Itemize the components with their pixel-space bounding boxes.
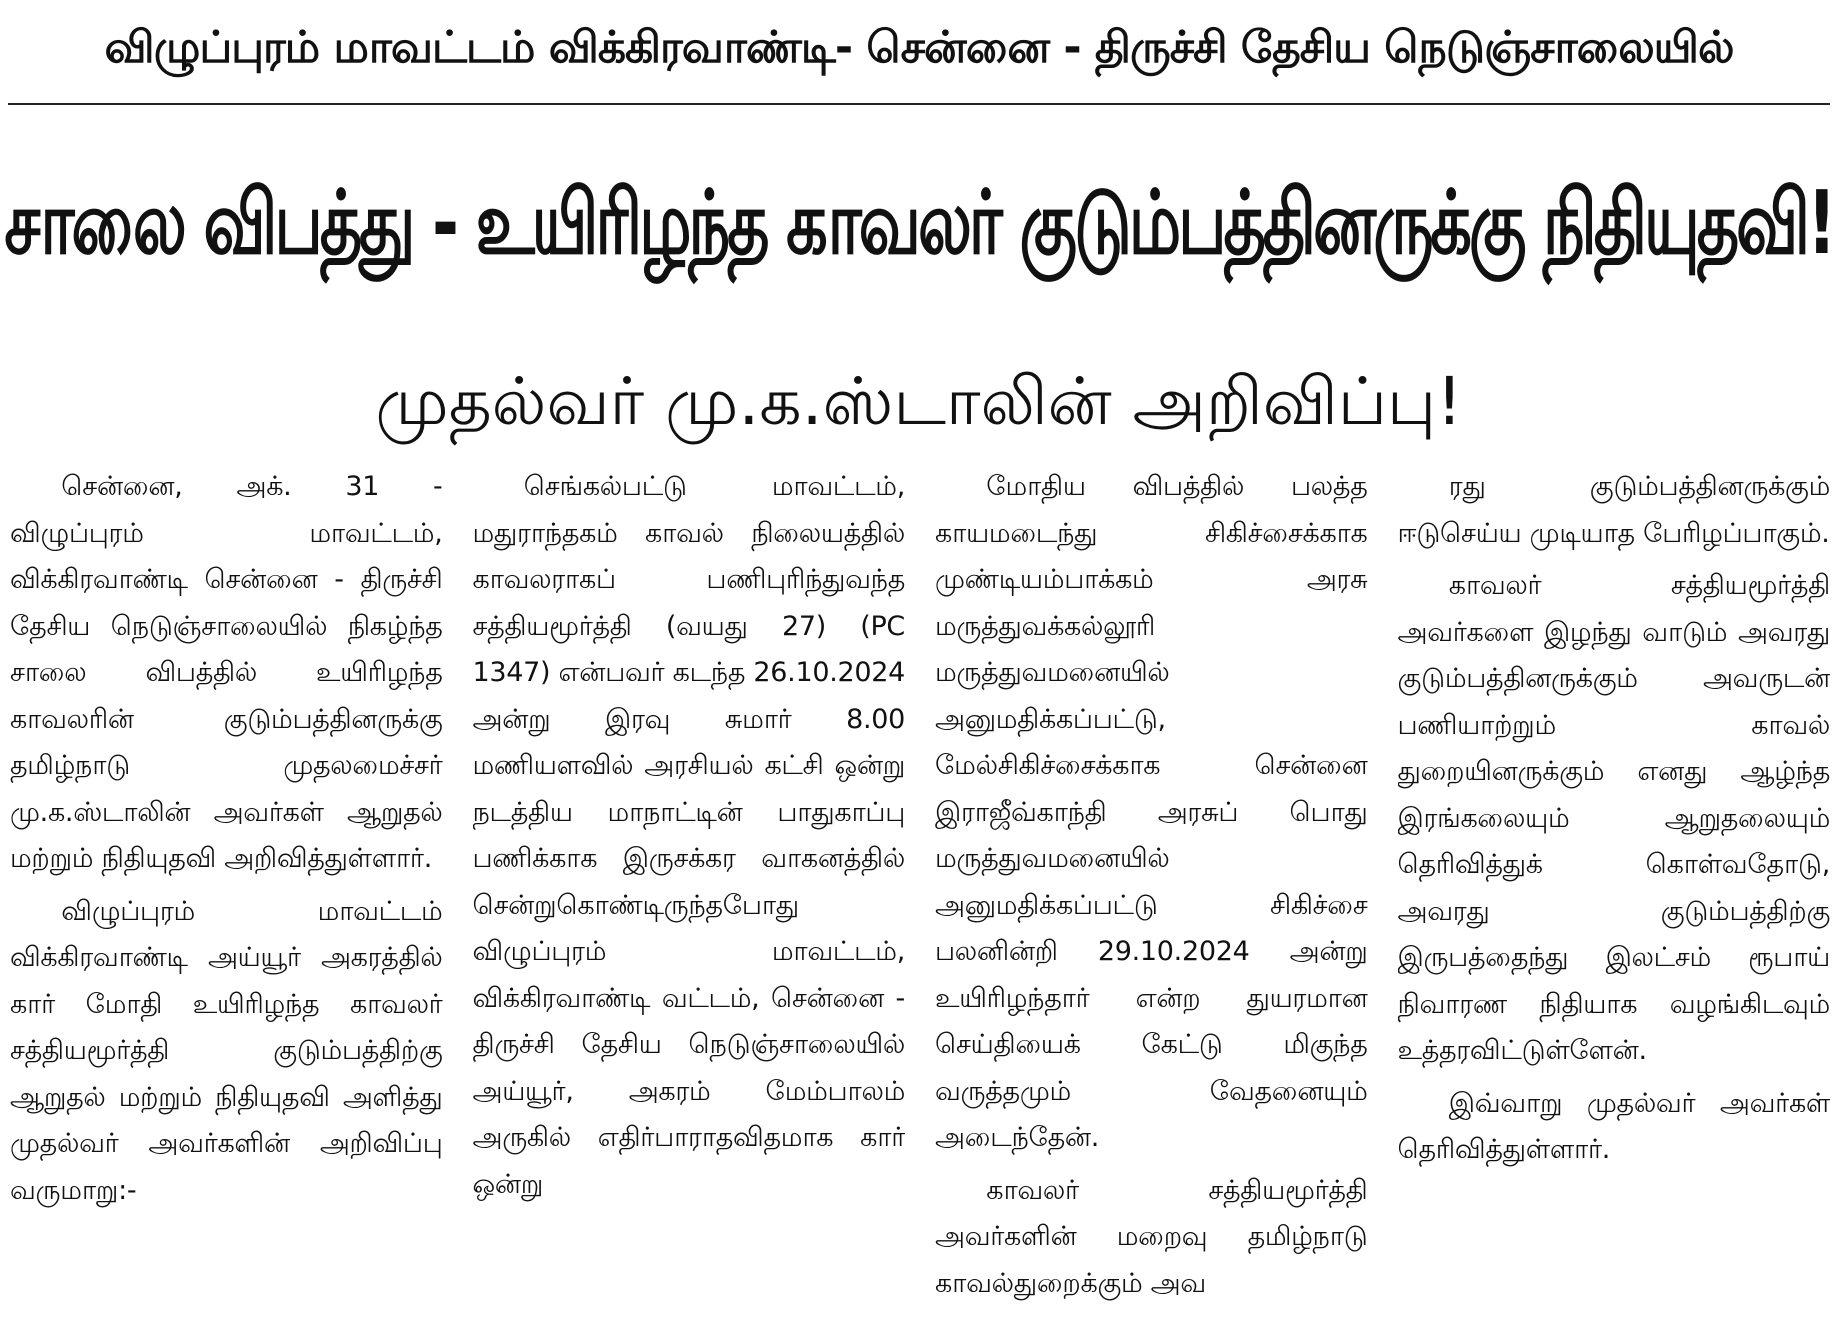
body-column-1 [10, 464, 443, 1322]
subheadline: முதல்வர் மு.க.ஸ்டாலின் அறிவிப்பு! [375, 363, 1463, 440]
body-paragraph: காவலர் சத்தியமூர்த்தி அவர்களின் மறைவு தமிழ்நாடு காவல்துறைக்கும் அவ [935, 1174, 1368, 1299]
body-column-2 [473, 464, 906, 1322]
body-paragraph: சென்னை, அக். 31 - விழுப்புரம் மாவட்டம், விக்கிரவாண்டி சென்னை - திருச்சி தேசிய நெடுஞ்சாலையில் நிகழ்ந்த சாலை விபத்தில் உயிரிழந்த காவலரின் குடும்பத்தினருக்கு தமிழ்நாடு முதலமைச்சர் மு.க.ஸ்டாலின் அவர்கள் ஆறுதல் மற்றும் நிதியுதவி அறிவித்துள்ளார். [10, 471, 443, 874]
kicker-divider [8, 103, 1830, 105]
body-paragraph: விழுப்புரம் மாவட்டம் விக்கிரவாண்டி அய்யூர் அகரத்தில் கார் மோதி உயிரிழந்த காவலர் சத்தியமூர்த்தி குடும்பத்திற்கு ஆறுதல் மற்றும் நிதியுதவி அளித்து முதல்வர் அவர்களின் அறிவிப்பு வருமாறு:- [10, 895, 443, 1206]
kicker-line: விழுப்புரம் மாவட்டம் விக்கிரவாண்டி- சென்னை - திருச்சி தேசிய நெடுஞ்சாலையில் [104, 21, 1734, 73]
body-column-3 [935, 464, 1368, 1322]
body-column-4 [1398, 464, 1831, 1322]
body-paragraph: ரது குடும்பத்தினருக்கும் ஈடுசெய்ய முடியாத பேரிழப்பாகும். [1397, 471, 1830, 549]
body-paragraph: இவ்வாறு முதல்வர் அவர்கள் தெரிவித்துள்ளார். [1397, 1087, 1830, 1165]
body-paragraph: செங்கல்பட்டு மாவட்டம், மதுராந்தகம் காவல் நிலையத்தில் காவலராகப் பணிபுரிந்துவந்த சத்தியமூர்த்தி (வயது 27) (PC 1347) என்பவர் கடந்த 26.10.2024 அன்று இரவு சுமார் 8.00 மணியளவில் அரசியல் கட்சி ஒன்று நடத்திய மாநாட்டின் பாதுகாப்பு பணிக்காக இருசக்கர வாகனத்தில் சென்றுகொண்டிருந்தபோது விழுப்புரம் மாவட்டம், விக்கிரவாண்டி வட்டம், சென்னை - திருச்சி தேசிய நெடுஞ்சாலையில் அய்யூர், அகரம் மேம்பாலம் அருகில் எதிர்பாராதவிதமாக கார் ஒன்று [472, 471, 905, 1200]
article-body [10, 464, 1830, 1322]
body-paragraph: காவலர் சத்தியமூர்த்தி அவர்களை இழந்து வாடும் அவரது குடும்பத்தினருக்கும் அவருடன் பணியாற்றும் காவல் துறையினருக்கும் எனது ஆழ்ந்த இரங்கலையும் ஆறுதலையும் தெரிவித்துக் கொள்வதோடு, அவரது குடும்பத்திற்கு இருபத்தைந்து இலட்சம் ரூபாய் நிவாரண நிதியாக வழங்கிடவும் உத்தரவிட்டுள்ளேன். [1397, 570, 1830, 1066]
headline: சாலை விபத்து - உயிரிழந்த காவலர் குடும்பத்தினருக்கு நிதியுதவி! [4, 173, 1834, 275]
body-paragraph: மோதிய விபத்தில் பலத்த காயமடைந்து சிகிச்சைக்காக முண்டியம்பாக்கம் அரசு மருத்துவக்கல்லூரி மருத்துவமனையில் அனுமதிக்கப்பட்டு, மேல்சிகிச்சைக்காக சென்னை இராஜீவ்காந்தி அரசுப் பொது மருத்துவமனையில் அனுமதிக்கப்பட்டு சிகிச்சை பலனின்றி 29.10.2024 அன்று உயிரிழந்தார் என்ற துயரமான செய்தியைக் கேட்டு மிகுந்த வருத்தமும் வேதனையும் அடைந்தேன். [935, 471, 1368, 1153]
